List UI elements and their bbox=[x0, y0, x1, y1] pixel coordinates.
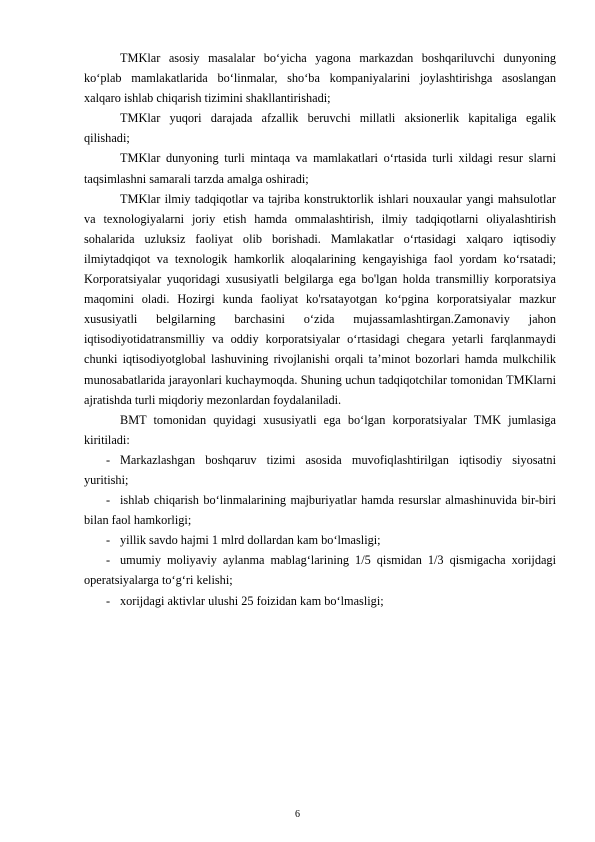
paragraph-2: TMKlar yuqori darajada afzallik beruvchi millatli aksionerlik kapitaliga egalik qilishadi; bbox=[84, 111, 556, 146]
list-item-text: ishlab chiqarish bo‘linmalarining majburiyatlar hamda resurslar almashinuvida bir-biri bilan faol hamkorligi; bbox=[84, 493, 556, 528]
list-dash: - bbox=[106, 593, 111, 608]
criteria-list bbox=[84, 450, 556, 611]
list-item bbox=[84, 591, 556, 611]
document-body bbox=[84, 48, 556, 611]
page-number: 6 bbox=[295, 809, 300, 820]
list-dash: - bbox=[106, 553, 111, 568]
list-item-text: Markazlashgan boshqaruv tizimi asosida muvofiqlashtirilgan iqtisodiy siyosatni yuritishi; bbox=[84, 452, 556, 487]
paragraph-4: TMKlar ilmiy tadqiqotlar va tajriba konstruktorlik ishlari nouxaular yangi mahsulotlar va texnologiyalarni joriy etish hamda ommalashtirish, ilmiy tadqiqotlarni oliyalashtirish sohalarida uzluksiz faoliyat olib borishadi. Mamlakatlar o‘rtasidagi xalqaro iqtisodiy ilmiytadqiqot va texnologik hamkorlik aloqalarining kengayishiga faol yordam ko‘rsatadi; Korporatsiyalar yuqoridagi xususiyatli belgilarga ega bo'lgan holda transmilliy korporatsiya maqomini oladi. Hozirgi kunda faoliyat ko'rsatayotgan ko‘pgina korporatsiyalar mazkur xususiyatli belgilarning barchasini o‘zida mujassamlashtirgan.Zamonaviy jahon iqtisodiyotidatransmilliy va oddiy korporatsiyalar o‘rtasidagi chegara yetarli farqlanmaydi chunki iqtisodiyotglobal lashuvining rivojlanishi orqali ta’minot bozorlari hamda mulkchilik munosabatlarida jarayonlari kuchaymoqda. Shuning uchun tadqiqotchilar tomonidan TMKlarni ajratishda turli miqdoriy mezonlardan foydalaniladi. bbox=[84, 191, 556, 407]
list-dash: - bbox=[106, 452, 111, 467]
paragraph-5: BMT tomonidan quyidagi xususiyatli ega bo‘lgan korporatsiyalar TMK jumlasiga kiritiladi: bbox=[84, 412, 556, 447]
list-item bbox=[84, 550, 556, 590]
paragraph-1: TMKlar asosiy masalalar bo‘yicha yagona markazdan boshqariluvchi dunyoning ko‘plab mamlakatlarida bo‘linmalar, sho‘ba kompaniyalarini joylashtirishga asoslangan xalqaro ishlab chiqarish tizimini shakllantirishadi; bbox=[84, 51, 556, 106]
list-dash: - bbox=[106, 533, 111, 548]
list-item-text: yillik savdo hajmi 1 mlrd dollardan kam bo‘lmasligi; bbox=[120, 533, 381, 548]
list-dash: - bbox=[106, 493, 111, 508]
paragraph-3: TMKlar dunyoning turli mintaqa va mamlakatlari o‘rtasida turli xildagi resur slarni taqsimlashni samarali tarzda amalga oshiradi; bbox=[84, 151, 556, 186]
list-item bbox=[84, 490, 556, 530]
list-item-text: xorijdagi aktivlar ulushi 25 foizidan kam bo‘lmasligi; bbox=[120, 593, 384, 608]
list-item bbox=[84, 450, 556, 490]
list-item bbox=[84, 530, 556, 550]
list-item-text: umumiy moliyaviy aylanma mablag‘larining 1/5 qismidan 1/3 qismigacha xorijdagi operatsiyalarga to‘g‘ri kelishi; bbox=[84, 553, 556, 588]
